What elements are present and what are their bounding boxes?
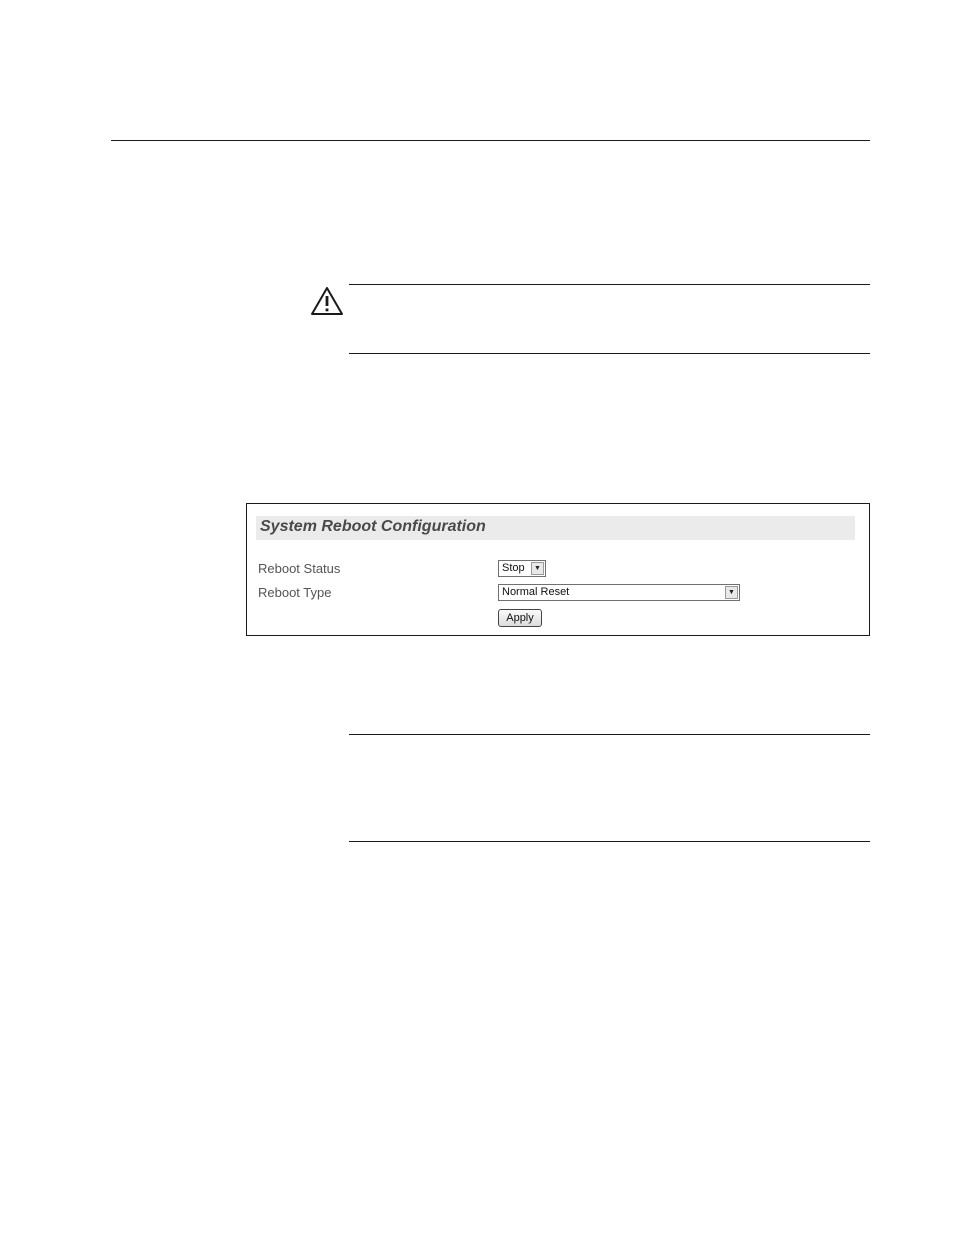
caution-icon: [310, 286, 344, 316]
reboot-status-label: Reboot Status: [258, 561, 341, 576]
reboot-type-select[interactable]: [498, 584, 740, 601]
note-rule-bottom: [349, 841, 870, 842]
system-reboot-panel: [246, 503, 870, 636]
reboot-type-label: Reboot Type: [258, 585, 332, 600]
reboot-status-select[interactable]: [498, 560, 546, 577]
reboot-status-value: Stop: [502, 562, 525, 574]
note-rule-top: [349, 734, 870, 735]
chevron-down-icon[interactable]: ▼: [725, 586, 738, 599]
panel-title: System Reboot Configuration: [260, 518, 486, 535]
caution-rule-bottom: [349, 353, 870, 354]
apply-button[interactable]: Apply: [498, 609, 542, 627]
chevron-down-icon[interactable]: ▼: [531, 562, 544, 575]
caution-rule-top: [349, 284, 870, 285]
panel-header: [256, 516, 855, 540]
reboot-type-value: Normal Reset: [502, 586, 570, 598]
header-rule: [111, 140, 870, 141]
